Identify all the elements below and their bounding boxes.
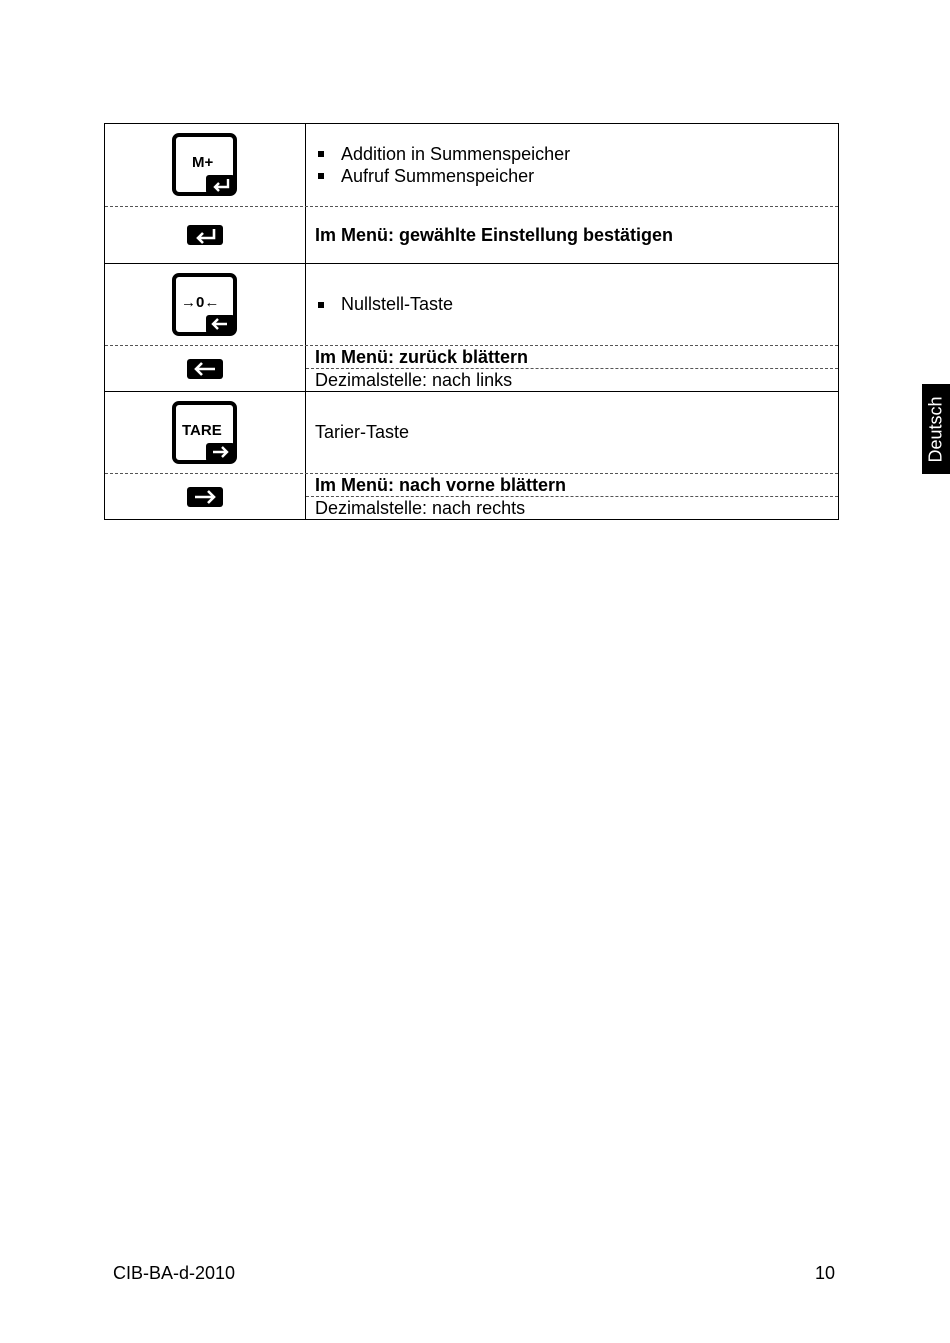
bullet-text: Nullstell-Taste: [341, 294, 454, 314]
table-row: [105, 345, 838, 391]
bullet-text: Addition in Summenspeicher: [341, 143, 571, 164]
language-tab: [922, 384, 950, 474]
zero-key-label: →0←: [181, 293, 220, 311]
description-cell: [306, 392, 838, 473]
description-cell: [306, 346, 838, 391]
table-row: [105, 391, 838, 473]
table-row: [105, 473, 838, 519]
list-item: [315, 143, 838, 165]
tare-key-label: TARE: [182, 421, 222, 439]
enter-icon: [187, 225, 223, 245]
table-row: [105, 263, 838, 345]
arrow-right-icon: [187, 487, 223, 507]
zero-left-key-icon: [172, 273, 238, 337]
menu-description: Im Menü: zurück blättern: [315, 347, 529, 367]
description-cell: [306, 124, 838, 206]
m-plus-key-label: M+: [192, 154, 214, 171]
table-row: [105, 206, 838, 263]
description-cell: [306, 207, 838, 263]
language-tab-label: Deutsch: [925, 395, 946, 463]
table-row: [105, 123, 838, 206]
description-cell: [306, 264, 838, 345]
tare-description: Tarier-Taste: [315, 422, 410, 442]
table-frame: [104, 123, 839, 520]
m-plus-enter-key-icon: [172, 133, 238, 197]
tare-right-key-icon: [172, 401, 238, 465]
decimal-description: Dezimalstelle: nach rechts: [306, 496, 838, 519]
menu-description: Im Menü: nach vorne blättern: [315, 475, 567, 495]
footer-doc-id: CIB-BA-d-2010: [113, 1263, 236, 1283]
list-item: [315, 165, 838, 187]
icon-cell: [105, 207, 306, 263]
menu-description: Im Menü: gewählte Einstellung bestätigen: [315, 224, 674, 245]
icon-cell: [105, 392, 306, 473]
arrow-left-icon: [187, 359, 223, 379]
key-function-table: [104, 123, 839, 520]
decimal-description: Dezimalstelle: nach links: [306, 368, 838, 391]
list-item: [315, 294, 838, 316]
icon-cell: [105, 474, 306, 519]
icon-cell: [105, 264, 306, 345]
description-cell: [306, 474, 838, 519]
icon-cell: [105, 346, 306, 391]
icon-cell: [105, 124, 306, 206]
bullet-text: Aufruf Summenspeicher: [341, 165, 535, 186]
footer-page-number: 10: [815, 1263, 836, 1283]
